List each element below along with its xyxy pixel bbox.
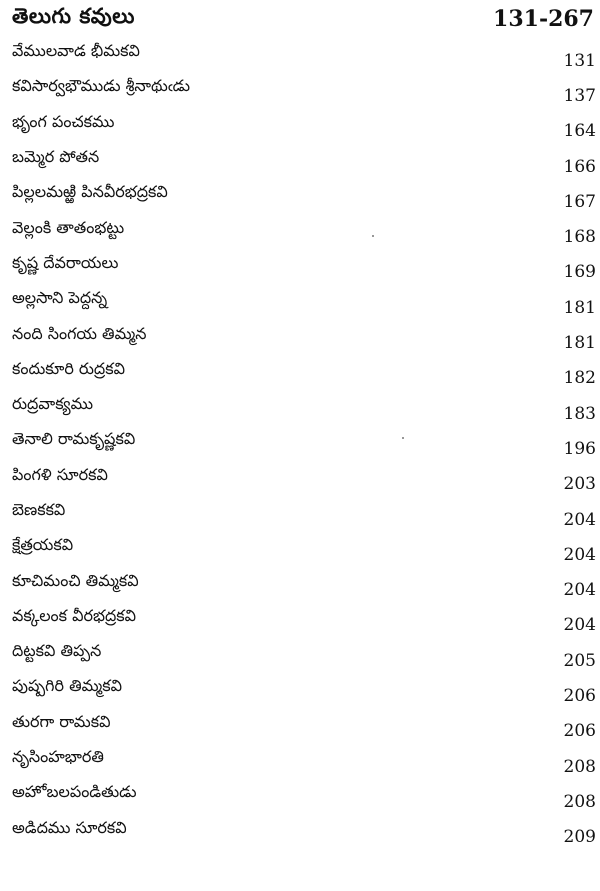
toc-entry — [12, 464, 600, 499]
toc-entry — [12, 40, 600, 75]
entry-title: బెణకకవి — [12, 500, 66, 519]
entry-title: వేములవాడ భీమకవి — [12, 41, 140, 61]
toc-entry — [12, 711, 600, 746]
entry-title: దిట్టకవి తిప్పన — [12, 641, 102, 661]
toc-entry — [12, 75, 600, 110]
toc-entry — [12, 428, 600, 463]
entry-page-number: 166 — [563, 156, 596, 177]
toc-entry — [12, 499, 600, 534]
entry-page-number: 168 — [563, 227, 596, 248]
toc-entry — [12, 358, 600, 393]
entry-title: పింగళి సూరకవి — [12, 464, 108, 484]
entry-page-number: 181 — [563, 297, 596, 318]
entry-title: కందుకూరి రుద్రకవి — [12, 358, 125, 378]
toc-entry — [12, 393, 600, 428]
entry-title: అహోబలపండితుడు — [12, 782, 137, 802]
entry-page-number: 205 — [563, 650, 596, 671]
entry-title: బమ్మెర పోతన — [12, 147, 100, 167]
entry-page-number: 183 — [563, 403, 596, 424]
section-header — [12, 4, 594, 34]
entry-page-number: 181 — [563, 333, 596, 354]
entry-title: పుష్పగిరి తిమ్మకవి — [12, 676, 122, 696]
entry-page-number: 206 — [563, 721, 596, 742]
toc-entry — [12, 781, 600, 816]
toc-list — [12, 40, 600, 852]
entry-title: నృసింహభారతి — [12, 747, 104, 767]
entry-page-number: 204 — [563, 580, 596, 601]
entry-page-number: 206 — [563, 685, 596, 706]
toc-entry — [12, 287, 600, 322]
toc-entry — [12, 605, 600, 640]
entry-page-number: 196 — [563, 438, 596, 459]
toc-entry — [12, 746, 600, 781]
entry-title: అడిదము సూరకవి — [12, 817, 127, 837]
entry-title: అల్లసాని పెద్దన్న — [12, 288, 108, 308]
toc-entry — [12, 252, 600, 287]
entry-page-number: 209 — [563, 827, 596, 848]
entry-page-number: 169 — [563, 262, 596, 283]
entry-page-number: 131 — [563, 50, 596, 71]
toc-entry — [12, 216, 600, 251]
toc-entry — [12, 322, 600, 357]
entry-page-number: 164 — [563, 121, 596, 142]
section-page-range: 131-267 — [493, 6, 594, 32]
entry-page-number: 208 — [563, 791, 596, 812]
entry-title: రుద్రవాక్యము — [12, 394, 94, 414]
entry-page-number: 203 — [563, 474, 596, 495]
scan-speck — [372, 235, 374, 237]
toc-entry — [12, 146, 600, 181]
scan-speck — [402, 437, 404, 439]
entry-title: నంది సింగయ తిమ్మన — [12, 323, 147, 343]
toc-entry — [12, 111, 600, 146]
entry-title: కవిసార్వభౌముడు శ్రీనాథుఁడు — [12, 76, 190, 96]
entry-page-number: 204 — [563, 615, 596, 636]
entry-page-number: 137 — [563, 85, 596, 106]
entry-title: తురగా రామకవి — [12, 711, 111, 731]
entry-title: కూచిమంచి తిమ్మకవి — [12, 570, 139, 590]
entry-title: పిల్లలమఱ్ఱి పినవీరభద్రకవి — [12, 182, 168, 202]
entry-page-number: 204 — [563, 544, 596, 565]
entry-title: వెల్లంకి తాతంభట్టు — [12, 217, 125, 237]
entry-title: కృష్ణ దేవరాయలు — [12, 252, 119, 272]
toc-entry — [12, 569, 600, 604]
toc-entry — [12, 534, 600, 569]
entry-page-number: 208 — [563, 756, 596, 777]
entry-title: తెనాలి రామకృష్ణకవి — [12, 429, 136, 449]
toc-entry — [12, 817, 600, 852]
entry-page-number: 182 — [563, 368, 596, 389]
entry-page-number: 204 — [563, 509, 596, 530]
entry-title: క్షేత్రయకవి — [12, 535, 74, 555]
entry-title: వక్కలంక వీరభద్రకవి — [12, 605, 136, 625]
entry-page-number: 167 — [563, 191, 596, 212]
toc-entry — [12, 640, 600, 675]
section-title: తెలుగు కవులు — [12, 4, 135, 28]
entry-title: భృంగ పంచకము — [12, 111, 115, 131]
toc-entry — [12, 181, 600, 216]
toc-entry — [12, 675, 600, 710]
